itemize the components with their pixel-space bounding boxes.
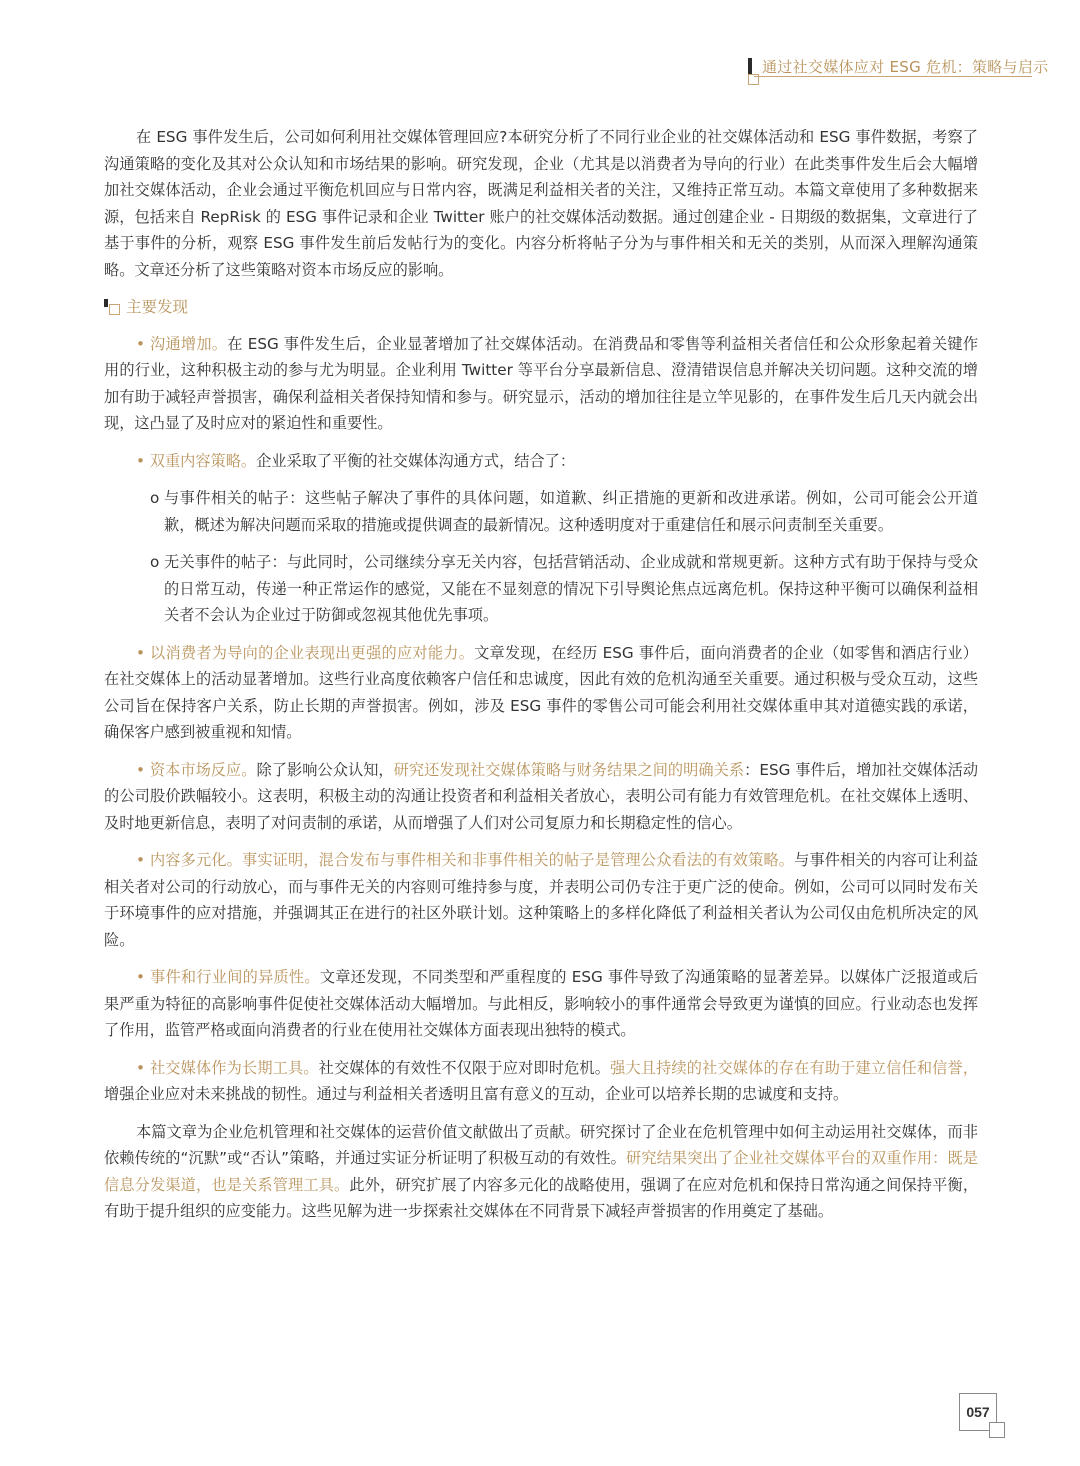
- finding-highlight: 事实证明，混合发布与事件相关和非事件相关的帖子是管理公众看法的有效策略。: [241, 851, 795, 869]
- intro-paragraph: 在 ESG 事件发生后，公司如何利用社交媒体管理回应?本研究分析了不同行业企业的社交媒体活动和 ESG 事件数据，考察了沟通策略的变化及其对公众认知和市场结果的影响。研究发现，企业（尤其是以消费者为导向的行业）在此类事件发生后会大幅增加社交媒体活动，企业会通过平衡危机回应与日常内容，既满足利益相关者的关注，又维持正常互动。本篇文章使用了多种数据来源，包括来自 RepRisk 的 ESG 事件记录和企业 Twitter 账户的社交媒体活动数据。通过创建企业 - 日期级的数据集，文章进行了基于事件的分析，观察 ESG 事件发生前后发帖行为的变化。内容分析将帖子分为与事件相关和无关的类别，从而深入理解沟通策略。文章还分析了这些策略对资本市场反应的影响。: [104, 128, 978, 279]
- finding-body: ：ESG 事件后，增加社交媒体活动的公司股价跌幅较小。这表明，积极主动的沟通让投资者和利益相关者放心，表明公司有能力有效管理危机。在社交媒体上透明、及时地更新信息，表明了对问责制的承诺，从而增强了人们对公司复原力和长期稳定性的信心。: [104, 760, 979, 832]
- finding-item: [104, 331, 978, 437]
- bullet-icon: •: [136, 760, 145, 779]
- sub-bullet-icon: o: [150, 489, 160, 507]
- finding-body: 与事件相关的内容可让利益相关者对公司的行动放心，而与事件无关的内容则可维持参与度，并表明公司仍专注于更广泛的使命。例如，公司可以同时发布关于环境事件的应对措施，并强调其正在进行的社区外联计划。这种策略上的多样化降低了利益相关者认为公司仅由危机所决定的风险。: [104, 851, 979, 949]
- finding-item: [104, 847, 978, 953]
- finding-head: 社交媒体作为长期工具。: [149, 1058, 319, 1077]
- finding-head: 内容多元化。: [149, 851, 242, 869]
- section-title: 主要发现: [126, 298, 189, 316]
- finding-head: 双重内容策略。: [149, 451, 257, 470]
- sub-item: [150, 485, 978, 538]
- conclusion-highlight: 研究结果突出了企业社交媒体平台的双重作用：既是信息分发渠道，也是关系管理工具。: [104, 1149, 978, 1194]
- sub-item-text: 与事件相关的帖子：这些帖子解决了事件的具体问题，如道歉、纠正措施的更新和改进承诺。例如，公司可能会公开道歉，概述为解决问题而采取的措施或提供调查的最新情况。这种透明度对于重建信任和展示问责制至关重要。: [164, 489, 978, 534]
- finding-body: 文章发现，在经历 ESG 事件后，面向消费者的企业（如零售和酒店行业）在社交媒体上的活动显著增加。这些行业高度依赖客户信任和忠诚度，因此有效的危机沟通至关重要。通过积极与受众互动，这些公司旨在保持客户关系，防止长期的声誉损害。例如，涉及 ESG 事件的零售公司可能会利用社交媒体重申其对道德实践的承诺，确保客户感到被重视和知情。: [104, 643, 978, 741]
- finding-item: [104, 448, 978, 475]
- finding-head: 沟通增加。: [150, 334, 228, 353]
- finding-item: [104, 1055, 978, 1108]
- bullet-icon: •: [136, 851, 145, 869]
- sub-item-text: 无关事件的帖子：与此同时，公司继续分享无关内容，包括营销活动、企业成就和常规更新。这种方式有助于保持与受众的日常互动，传递一种正常运作的感觉，又能在不显刻意的情况下引导舆论焦点远离危机。保持这种平衡可以确保利益相关者不会认为企业过于防御或忽视其他优先事项。: [164, 553, 978, 624]
- finding-item: [104, 640, 978, 746]
- finding-head: 事件和行业间的异质性。: [150, 968, 320, 986]
- conclusion-pre: 本篇文章为企业危机管理和社交媒体的运营价值文献做出了贡献。研究探讨了企业在危机管理中如何主动运用社交媒体，而非依赖传统的“沉默”或“否认”策略，并通过实证分析证明了积极互动的有效性。: [104, 1122, 978, 1167]
- bullet-icon: •: [136, 334, 145, 353]
- finding-head: 资本市场反应。: [149, 760, 257, 779]
- page-number-corner-box: [989, 1422, 1005, 1438]
- conclusion-post: 此外，研究扩展了内容多元化的战略使用，强调了在应对危机和保持日常沟通之间保持平衡，有助于提升组织的应变能力。这些见解为进一步探索社交媒体在不同背景下减轻声誉损害的作用奠定了基础。: [104, 1175, 978, 1220]
- article-body: [104, 124, 978, 1236]
- finding-body: 企业采取了平衡的社交媒体沟通方式，结合了：: [256, 451, 576, 470]
- finding-body: 在 ESG 事件发生后，企业显著增加了社交媒体活动。在消费品和零售等利益相关者信任和公众形象起着关键作用的行业，这种积极主动的参与尤为明显。企业利用 Twitter 等平台分享最新信息、澄清错误信息并解决关切问题。这种交流的增加有助于减轻声誉损害，确保利益相关者保持知情和参与。研究显示，活动的增加往往是立竿见影的，在事件发生后几天内就会出现，这凸显了及时应对的紧迫性和重要性。: [104, 334, 979, 432]
- page-number: 057: [959, 1393, 997, 1431]
- finding-highlight: 研究还发现社交媒体策略与财务结果之间的明确关系: [393, 760, 745, 779]
- finding-item: [104, 964, 978, 1044]
- finding-body: 增强企业应对未来挑战的韧性。通过与利益相关者透明且富有意义的互动，企业可以培养长期的忠诚度和支持。: [104, 1085, 849, 1103]
- header-rule: [754, 76, 1032, 77]
- finding-head: 以消费者为导向的企业表现出更强的应对能力。: [150, 643, 475, 662]
- section-heading: [104, 294, 978, 321]
- section-bullet-icon: [104, 299, 122, 315]
- bullet-icon: •: [136, 643, 145, 662]
- sub-bullet-icon: o: [150, 553, 160, 571]
- conclusion-paragraph: [104, 1119, 978, 1225]
- header-title: 通过社交媒体应对 ESG 危机：策略与启示: [762, 58, 1049, 76]
- finding-body: 文章还发现，不同类型和严重程度的 ESG 事件导致了沟通策略的显著差异。以媒体广泛报道或后果严重为特征的高影响事件促使社交媒体活动大幅增加。与此相反，影响较小的事件通常会导致更为谨慎的回应。行业动态也发挥了作用，监管严格或面向消费者的行业在使用社交媒体方面表现出独特的模式。: [104, 968, 979, 1039]
- bullet-icon: •: [136, 1058, 145, 1077]
- bullet-icon: •: [136, 451, 145, 470]
- running-header: [746, 52, 1049, 84]
- bullet-icon: •: [136, 968, 145, 986]
- sub-item: [150, 549, 978, 629]
- finding-pre: 除了影响公众认知，: [256, 760, 394, 779]
- finding-highlight: 强大且持续的社交媒体的存在有助于建立信任和信誉，: [610, 1058, 979, 1077]
- finding-item: [104, 757, 978, 837]
- finding-pre: 社交媒体的有效性不仅限于应对即时危机。: [318, 1058, 611, 1077]
